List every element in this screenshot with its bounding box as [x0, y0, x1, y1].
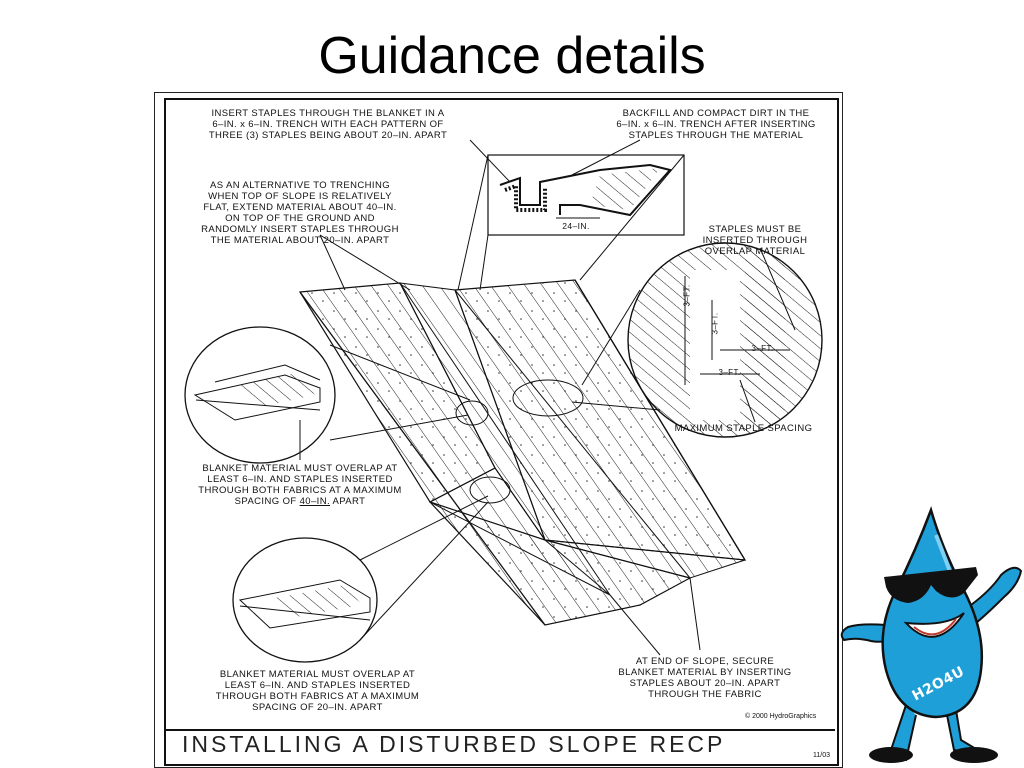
dim-3ft-vertical-a: 3–FT. — [682, 284, 692, 307]
slide-title: Guidance details — [318, 27, 706, 85]
label-backfill: BACKFILL AND COMPACT DIRT IN THE 6–IN. x 6–IN. TRENCH AFTER INSERTING STAPLES THROUGH THE MATERIAL — [616, 108, 816, 141]
label-overlap-40in-tail: APART — [330, 496, 366, 507]
label-overlap-40in — [185, 463, 415, 507]
overlap-detail-upper — [185, 327, 335, 463]
label-end-of-slope: AT END OF SLOPE, SECURE BLANKET MATERIAL BY INSERTING STAPLES ABOUT 20–IN. APART THROUGH THE FABRIC — [618, 656, 792, 700]
dim-3ft-horizontal-a: 3–FT. — [751, 344, 774, 353]
label-max-staple-spacing: MAXIMUM STAPLE SPACING — [674, 423, 813, 434]
label-overlap-40in-text: BLANKET MATERIAL MUST OVERLAP AT LEAST 6–IN. AND STAPLES INSERTED THROUGH BOTH FABRICS AT A MAXIMUM SPACING OF — [198, 463, 402, 507]
copyright-notice: © 2000 HydroGraphics — [745, 713, 817, 720]
label-trench-width: 24–IN. — [562, 221, 590, 231]
drawing-date: 11/03 — [813, 752, 830, 759]
water-drop-mascot — [836, 505, 1024, 767]
label-staples-overlap: STAPLES MUST BE INSERTED THROUGH OVERLAP MATERIAL — [702, 224, 808, 257]
label-overlap-20in: BLANKET MATERIAL MUST OVERLAP AT LEAST 6–IN. AND STAPLES INSERTED THROUGH BOTH FABRICS AT A MAXIMUM SPACING OF 20–IN. APART — [215, 669, 420, 713]
mascot-label: H2O4U — [909, 663, 968, 705]
dim-3ft-horizontal-b: 3–FT. — [718, 368, 741, 377]
overlap-detail-lower — [233, 538, 377, 662]
label-alternative-trenching: AS AN ALTERNATIVE TO TRENCHING WHEN TOP OF SLOPE IS RELATIVELY FLAT, EXTEND MATERIAL ABOUT 40–IN. ON TOP OF THE GROUND AND RANDOMLY INSERT STAPLES THROUGH THE MATERIAL ABOUT 20–IN. APART — [201, 180, 399, 246]
label-overlap-40in-value: 40–IN. — [299, 496, 330, 507]
drawing-title: INSTALLING A DISTURBED SLOPE RECP — [182, 731, 726, 757]
dim-3ft-vertical-b: 3–FT. — [710, 312, 720, 335]
label-trench-staples: INSERT STAPLES THROUGH THE BLANKET IN A 6–IN. x 6–IN. TRENCH WITH EACH PATTERN OF THREE (3) STAPLES BEING ABOUT 20–IN. APART — [208, 108, 448, 141]
